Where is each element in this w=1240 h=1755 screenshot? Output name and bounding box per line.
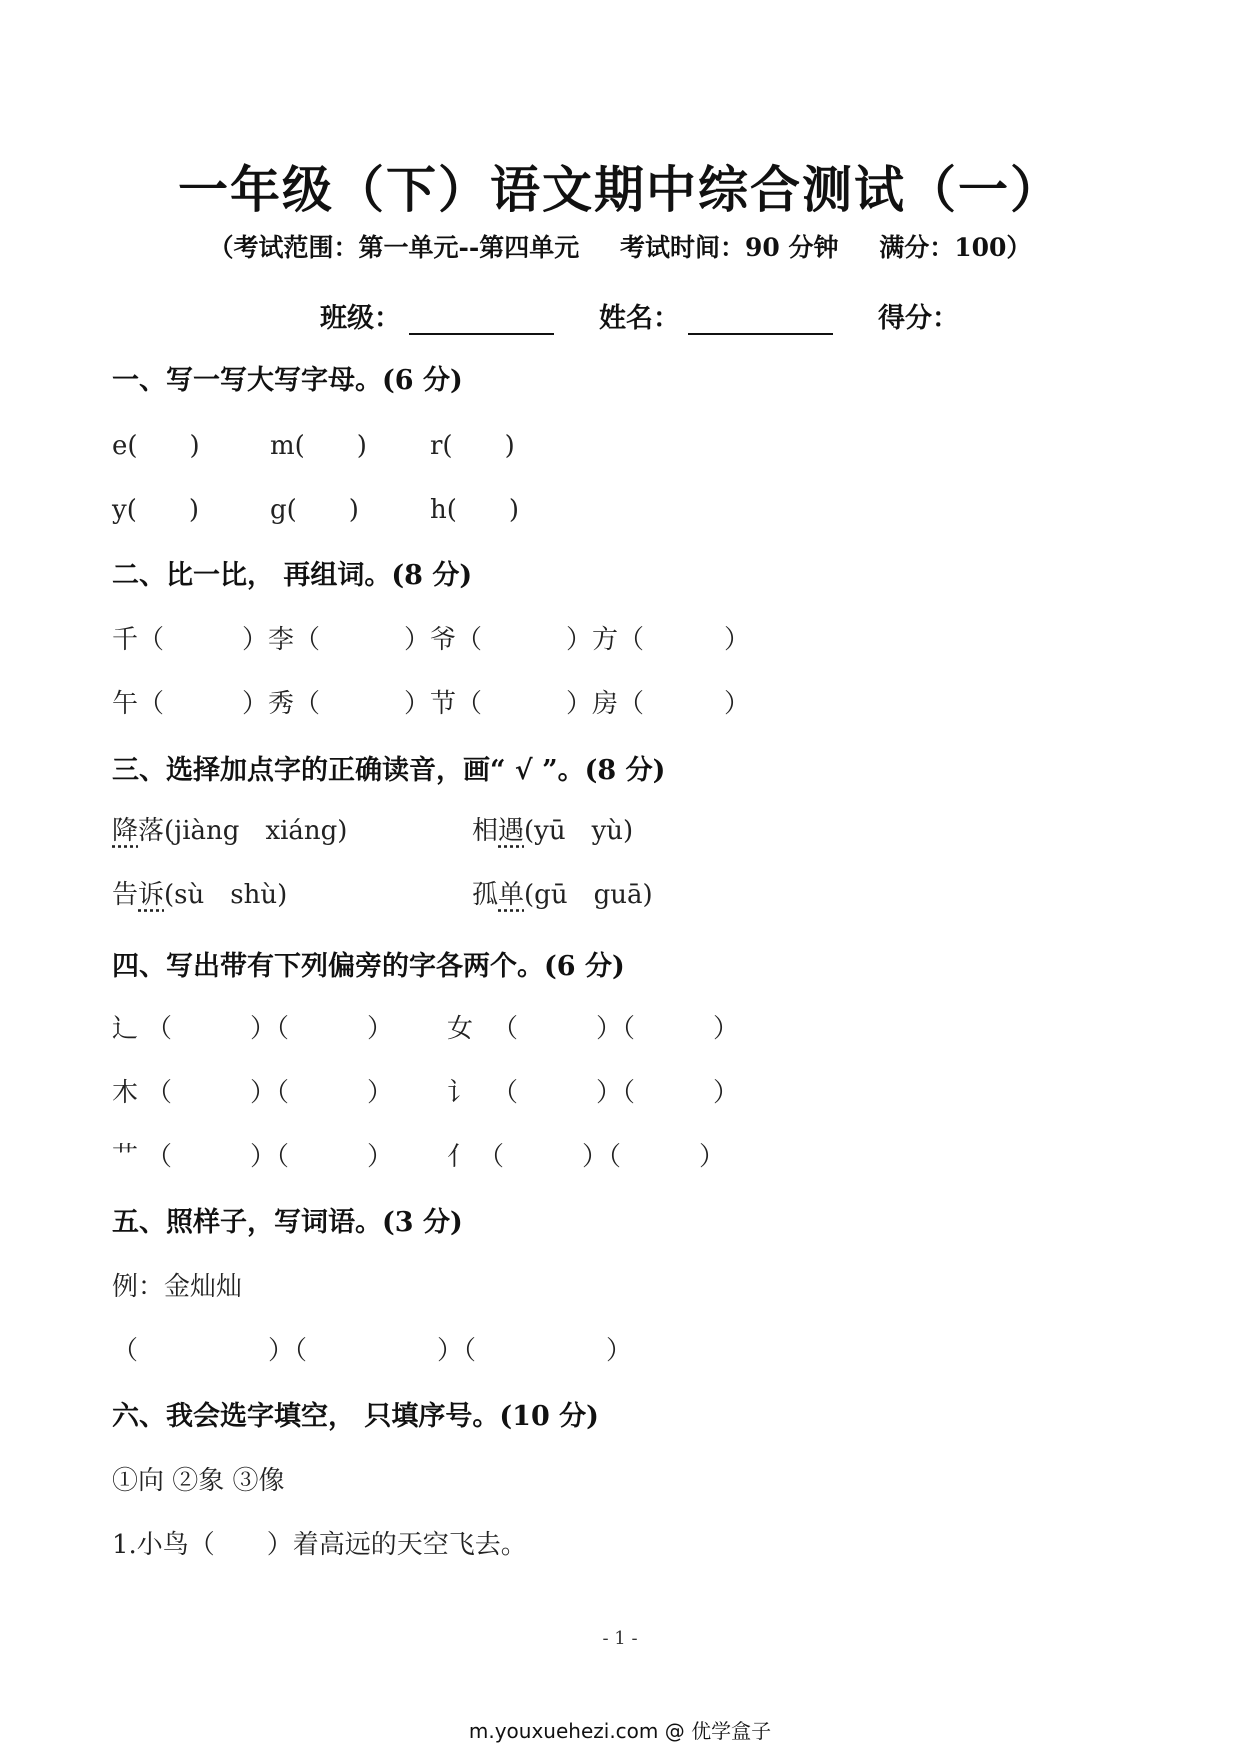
- page-number: - 1 -: [602, 1628, 638, 1649]
- word-char: ）节（: [404, 689, 483, 719]
- radical: 亻: [447, 1142, 474, 1172]
- word-char: ）李（: [242, 625, 321, 655]
- answer-blank[interactable]: h( ): [430, 495, 520, 525]
- pinyin-item[interactable]: 告诉(sù shù): [112, 880, 288, 910]
- section-2-heading: 二、比一比， 再组词。(8 分): [112, 560, 473, 591]
- word-char: ）: [724, 625, 751, 655]
- word-char: ）房（: [566, 689, 645, 719]
- answer-blank[interactable]: g( ): [270, 495, 359, 525]
- page-title: 一年级（下）语文期中综合测试（一）: [178, 160, 1062, 219]
- name-label: 姓名：: [599, 303, 680, 334]
- answer-blank[interactable]: （ ）（ ）: [492, 1014, 740, 1044]
- student-info: [320, 296, 959, 335]
- score-label: 得分：: [878, 303, 959, 334]
- radical: 木: [112, 1078, 139, 1108]
- section-5-example: 例：金灿灿: [112, 1272, 243, 1302]
- answer-blank[interactable]: m( ): [270, 431, 367, 461]
- name-field[interactable]: [688, 303, 833, 335]
- answer-blank[interactable]: （ ）（ ）: [492, 1078, 740, 1108]
- word-char: ）爷（: [404, 625, 483, 655]
- answer-blank[interactable]: （ ）（ ）: [478, 1142, 726, 1172]
- radical: 讠: [447, 1078, 474, 1108]
- section-4-heading: 四、写出带有下列偏旁的字各两个。(6 分): [112, 951, 625, 982]
- section-6-options: ①向 ②象 ③像: [112, 1466, 285, 1496]
- answer-blank[interactable]: （ ）（ ）: [146, 1078, 394, 1108]
- exam-time: 考试时间：90 分钟: [620, 233, 839, 262]
- answer-blank[interactable]: e( ): [112, 431, 200, 461]
- answer-blank[interactable]: （ ）（ ）: [146, 1014, 394, 1044]
- exam-range: （考试范围：第一单元--第四单元: [208, 233, 580, 262]
- word-char: ）方（: [566, 625, 645, 655]
- word-char: 千（: [112, 625, 165, 655]
- section-1-heading: 一、写一写大写字母。(6 分): [112, 365, 463, 396]
- class-label: 班级：: [320, 303, 401, 334]
- radical: 辶: [112, 1014, 139, 1044]
- answer-blank[interactable]: y( ): [112, 495, 199, 525]
- section-3-heading: 三、选择加点字的正确读音，画“ √ ”。(8 分): [112, 755, 666, 786]
- radical: 女: [447, 1014, 474, 1044]
- section-5-blanks[interactable]: （ ）（ ）（ ）: [112, 1336, 633, 1366]
- exam-info: [0, 228, 1240, 264]
- word-char: 午（: [112, 689, 165, 719]
- pinyin-item[interactable]: 相遇(yū yù): [472, 816, 634, 846]
- section-6-question-1[interactable]: 1.小鸟（ ）着高远的天空飞去。: [112, 1530, 527, 1560]
- word-char: ）秀（: [242, 689, 321, 719]
- section-6-heading: 六、我会选字填空， 只填序号。(10 分): [112, 1401, 599, 1432]
- pinyin-item[interactable]: 孤单(gū guā): [472, 880, 653, 910]
- exam-score: 满分：100）: [879, 233, 1032, 262]
- radical: 艹: [112, 1142, 139, 1172]
- pinyin-item[interactable]: 降落(jiàng xiáng): [112, 816, 348, 846]
- footer-watermark: m.youxuehezi.com @ 优学盒子: [468, 1719, 772, 1743]
- answer-blank[interactable]: （ ）（ ）: [146, 1142, 394, 1172]
- section-5-heading: 五、照样子，写词语。(3 分): [112, 1207, 463, 1238]
- answer-blank[interactable]: r( ): [430, 431, 515, 461]
- word-char: ）: [724, 689, 751, 719]
- class-field[interactable]: [409, 303, 554, 335]
